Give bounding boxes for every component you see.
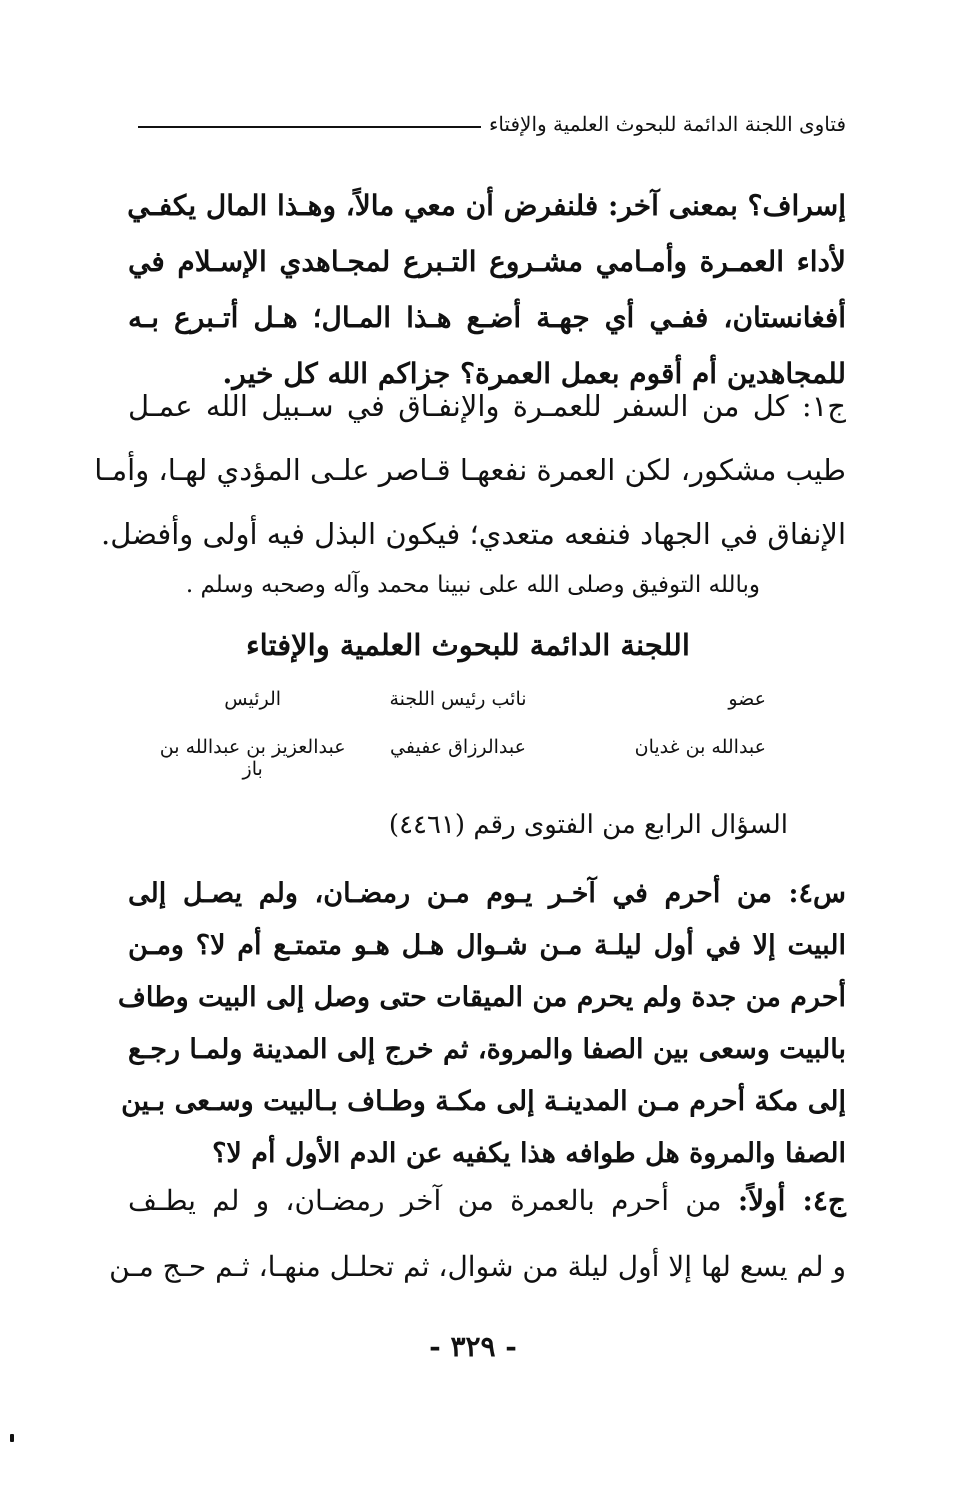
role-chair: الرئيس bbox=[224, 688, 282, 710]
name-chair: عبدالعزيز بن عبدالله بن باز bbox=[159, 736, 346, 780]
question-4-line: البيت إلا في أول ليلـة مـن شـوال هـل هـو متمتـع أم لا؟ ومـن bbox=[128, 930, 846, 961]
question-4-line: الصفا والمروة هل طوافه هذا يكفيه عن الدم الأول أم لا؟ bbox=[212, 1138, 846, 1169]
signature-names bbox=[150, 736, 766, 780]
question-4-line: إلى مكة أحرم مـن المدينـة إلى مكـة وطـاف بـالبيت وسـعى بـين bbox=[121, 1086, 846, 1117]
edge-mark bbox=[10, 1434, 14, 1442]
question-4 bbox=[117, 868, 846, 1180]
answer-1-line: طيب مشكور، لكن العمرة نفعهـا قـاصر علـى المؤدي لهـا، وأمـا bbox=[94, 453, 846, 487]
role-member: عضو bbox=[728, 688, 766, 710]
question-1-line: أفغانستان، ففـي أي جهـة أضـع هـذا المـال؛ هـل أتـبرع بـه bbox=[128, 301, 846, 334]
question-1-continuation bbox=[128, 178, 846, 402]
closing-formula: وبالله التوفيق وصلى الله على نبينا محمد وآله وصحبه وسلم . bbox=[185, 572, 760, 598]
header-title: فتاوى اللجنة الدائمة للبحوث العلمية والإفتاء bbox=[488, 112, 846, 136]
question-4-line: بالبيت وسعى بين الصفا والمروة، ثم خرج إلى المدينة ولمـا رجـع bbox=[128, 1034, 846, 1065]
signature-roles bbox=[150, 688, 766, 710]
answer-1 bbox=[94, 374, 846, 566]
header-rule bbox=[138, 126, 481, 128]
question-4-line: أحرم من جدة ولم يحرم من الميقات حتى وصل إلى البيت وطاف bbox=[117, 982, 846, 1013]
role-deputy-chair: نائب رئيس اللجنة bbox=[389, 688, 527, 710]
answer-1-line: ج١: كل من السفر للعمـرة والإنفـاق في سـبيل الله عمـل bbox=[128, 389, 846, 423]
running-header bbox=[138, 104, 846, 144]
answer-4-line-1-text: من أحرم بالعمرة من آخر رمضـان، و لم يطـف bbox=[128, 1184, 722, 1217]
answer-4-line: و لم يسع لها إلا أول ليلة من شوال، ثم تحلـل منهـا، ثـم حـج مـن bbox=[109, 1250, 846, 1283]
committee-title: اللجنة الدائمة للبحوث العلمية والإفتاء bbox=[246, 628, 690, 662]
question-1-line: لأداء العمـرة وأمـامي مشـروع التـبرع لمجـاهدي الإسـلام في bbox=[128, 245, 846, 278]
name-deputy-chair: عبدالرزاق عفيفي bbox=[390, 736, 526, 758]
answer-4 bbox=[109, 1168, 846, 1300]
name-member: عبدالله بن غديان bbox=[634, 736, 766, 758]
question-1-line: إسراف؟ بمعنى آخر: فلنفرض أن معي مالاً، وهـذا المال يكفـي bbox=[127, 189, 846, 222]
question-4-line: س٤: من أحرم في آخـر يـوم مـن رمضـان، ولم يصـل إلى bbox=[128, 878, 846, 909]
fatwa-heading: السؤال الرابع من الفتوى رقم (٤٤٦١) bbox=[388, 810, 788, 840]
question-1-line: للمجاهدين أم أقوم بعمل العمرة؟ جزاكم الله كل خير. bbox=[222, 357, 846, 390]
answer-4-lead: ج٤: أولاً: bbox=[737, 1184, 846, 1217]
answer-1-line: الإنفاق في الجهاد فنفعه متعدي؛ فيكون البذل فيه أولى وأفضل. bbox=[101, 517, 846, 551]
answer-4-line bbox=[128, 1168, 846, 1234]
page-number: - ٣٢٩ - bbox=[429, 1330, 517, 1363]
